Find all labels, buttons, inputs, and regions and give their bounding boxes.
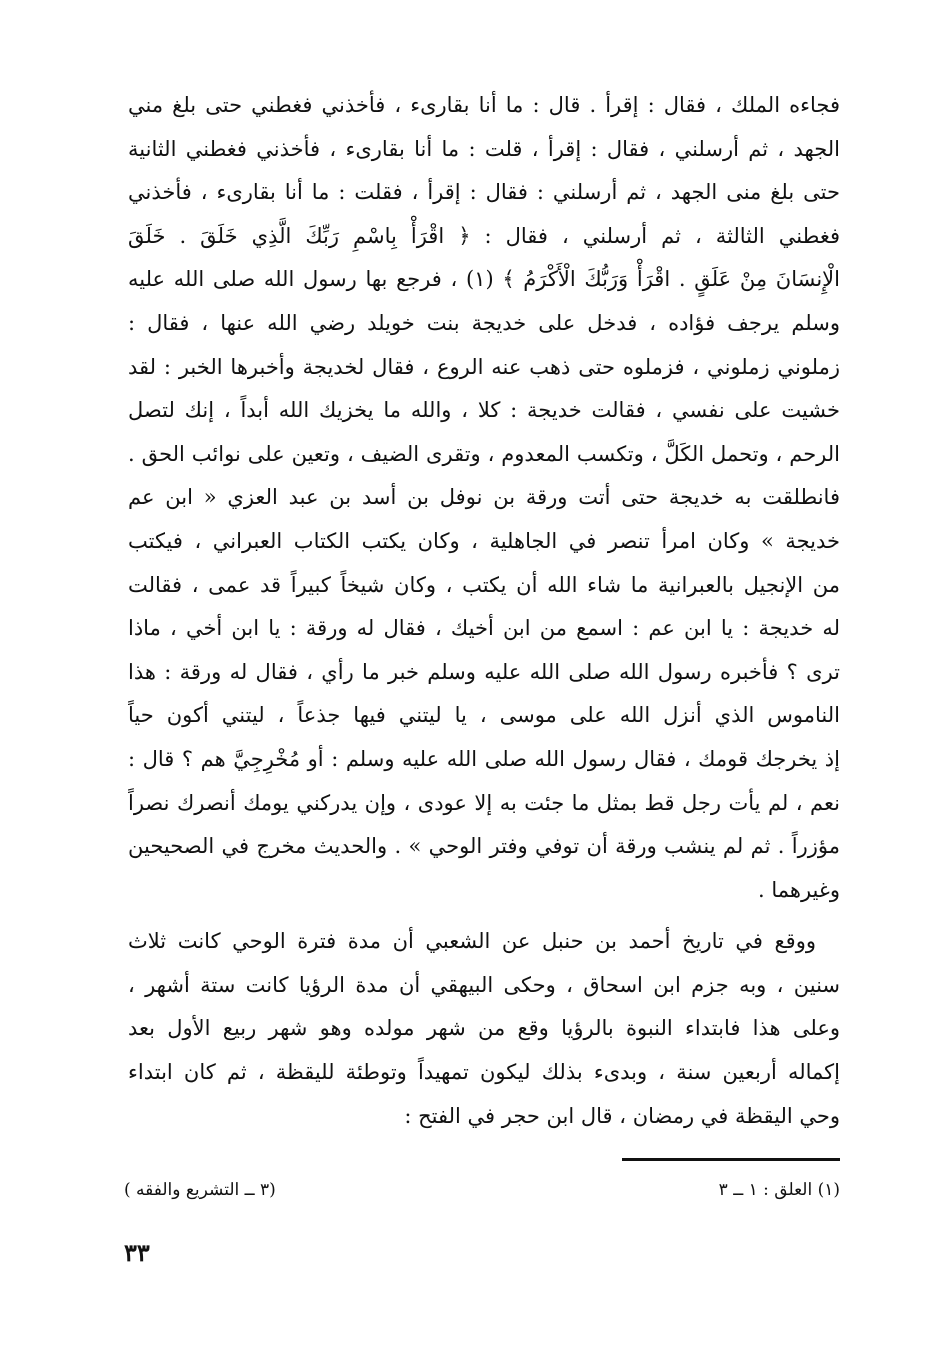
text-line-6: وسلم يرجف فؤاده ، فدخل على خديجة بنت خويلد رضي الله عنها ، فقال : <box>128 310 840 335</box>
text-line-9: الرحم ، وتحمل الكَلَّ ، وتكسب المعدوم ، وتقرى الضيف ، وتعين على نوائب الحق . <box>128 441 840 466</box>
text-line-19: وغيرهما . <box>757 877 840 902</box>
text-line-11: خديجة » وكان امرأ تنصر في الجاهلية ، وكان يكتب الكتاب العبراني ، فيكتب <box>128 528 840 553</box>
text-line-1: فجاءه الملك ، فقال : إقرأ . قال : ما أنا بقارىء ، فأخذني فغطني حتى بلغ مني <box>128 93 840 117</box>
body-text <box>128 84 840 1138</box>
text-line-18: مؤزراً . ثم لم ينشب ورقة أن توفي وفتر الوحي » . والحديث مخرج في الصحيحين <box>128 834 840 859</box>
paragraph-gap <box>128 912 840 920</box>
footnote: (١) العلق : ١ ــ ٣ <box>718 1180 840 1200</box>
paragraph2-line-1: ووقع في تاريخ أحمد بن حنبل عن الشعبي أن مدة فترة الوحي كانت ثلاث <box>128 929 816 954</box>
text-line-12: من الإنجيل بالعبرانية ما شاء الله أن يكتب ، وكان شيخاً كبيراً قد عمى ، فقالت <box>128 572 840 597</box>
text-line-16: إذ يخرجك قومك ، فقال رسول الله صلى الله عليه وسلم : أو مُخْرِجِيَّ هم ؟ قال : <box>128 746 840 771</box>
text-line-17: نعم ، لم يأت رجل قط بمثل ما جئت به إلا عودى ، وإن يدركني يومك أنصرك نصراً <box>128 790 840 815</box>
text-line-2: الجهد ، ثم أرسلني ، فقال : إقرأ ، قلت : ما أنا بقارىء ، فأخذني فغطني الثانية <box>128 136 840 161</box>
text-line-8: خشيت على نفسي ، فقالت خديجة : كلا ، والله ما يخزيك الله أبداً ، إنك لتصل <box>128 398 840 423</box>
paragraph2-line-2: سنين ، وبه جزم ابن اسحاق ، وحكى البيهقي أن مدة الرؤيا كانت ستة أشهر ، <box>128 972 840 997</box>
page-number: ٣٣ <box>124 1238 150 1267</box>
text-line-13: له خديجة : يا ابن عم : اسمع من ابن أخيك ، فقال له ورقة : يا ابن أخي ، ماذا <box>128 616 840 641</box>
text-line-5-with-verse: الْإِنسَانَ مِنْ عَلَقٍ . اقْرَأْ وَرَبُّكَ الْأَكْرَمُ ﴾ (١) ، فرجع بها رسول الله صلى الله عليه <box>128 267 840 292</box>
paragraph2-line-5: وحي اليقظة في رمضان ، قال ابن حجر في الفتح : <box>404 1103 840 1128</box>
footnote-separator <box>622 1158 840 1161</box>
text-line-3: حتى بلغ منى الجهد ، ثم أرسلني : فقال : إقرأ ، فقلت : ما أنا بقارىء ، فأخذني <box>128 180 840 205</box>
text-line-10: فانطلقت به خديجة حتى أتت ورقة بن نوفل بن أسد بن عبد العزي « ابن عم <box>128 485 840 510</box>
text-line-14: ترى ؟ فأخبره رسول الله صلى الله عليه وسلم خبر ما رأي ، فقال له ورقة : هذا <box>128 659 840 684</box>
paragraph2-line-4: إكماله أربعين سنة ، وبدىء بذلك ليكون تمهيداً وتوطئة لليقظة ، ثم كان ابتداء <box>128 1060 840 1085</box>
text-line-15: الناموس الذي أنزل الله على موسى ، يا ليتني فيها جذعاً ، ليتني أكون حياً <box>128 703 840 728</box>
text-line-4-with-verse: فغطني الثالثة ، ثم أرسلني ، فقال : ﴿ اقْرَأْ بِاسْمِ رَبِّكَ الَّذِي خَلَقَ . خَلَقَ <box>128 223 840 248</box>
text-line-7: زملوني زملوني ، فزملوه حتى ذهب عنه الروع ، فقال لخديجة وأخبرها الخبر : لقد <box>128 354 840 379</box>
paragraph2-line-3: وعلى هذا فابتداء النبوة بالرؤيا وقع من شهر مولده وهو شهر ربيع الأول بعد <box>128 1016 840 1041</box>
running-footer: (٣ ــ التشريع والفقه ) <box>124 1180 276 1200</box>
